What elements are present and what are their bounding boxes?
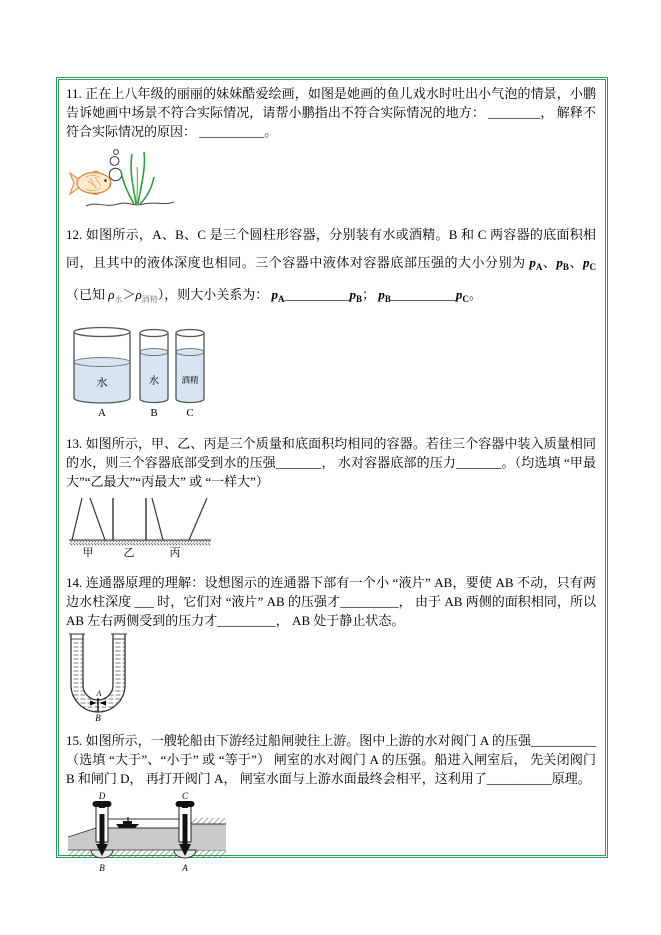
water-plant-icon bbox=[121, 152, 154, 204]
three-containers-figure bbox=[68, 320, 218, 420]
pressure-symbol-pC: $p_C$ bbox=[582, 255, 596, 272]
pressure-symbol-pA: $p_A$ bbox=[529, 255, 543, 272]
liquid-label-water-a: 水 bbox=[96, 377, 108, 389]
fish-bubbles-figure bbox=[68, 147, 188, 215]
fish-icon bbox=[70, 171, 111, 195]
ground-line bbox=[86, 202, 174, 206]
vessel-bing bbox=[152, 498, 207, 540]
liquid-label-alcohol: 酒精 bbox=[181, 375, 199, 385]
vessel-label-bing: 丙 bbox=[169, 547, 181, 559]
gate-label-d: D bbox=[98, 791, 106, 801]
container-B bbox=[140, 330, 168, 420]
upstream-water bbox=[191, 824, 226, 850]
question-13-text: 13. 如图所示，甲、乙、丙是三个质量和底面积均相同的容器。若往三个容器中装入质量相同的水，则三个容器底部受到水的压强_______， 水对容器底部的压力_______。（均选填 “甲最大”“乙最大”“丙最大” 或 “一样大”） bbox=[66, 436, 596, 489]
vessel-label-jia: 甲 bbox=[82, 547, 94, 559]
upstream-bank-hatch bbox=[191, 818, 226, 824]
vessel-label-yi: 乙 bbox=[123, 547, 135, 559]
q12-blank-1: __________ bbox=[284, 287, 350, 302]
ground-band bbox=[69, 540, 211, 546]
rho-water: $\rho_水$ bbox=[108, 287, 123, 304]
rho-alcohol: $\rho_{酒精}$ bbox=[135, 287, 158, 304]
container-label-b: B bbox=[150, 407, 158, 419]
container-A bbox=[74, 328, 130, 420]
question-11-text: 11. 正在上八年级的丽丽的妹妹酷爱绘画，如图是她画的鱼儿戏水时吐出小气泡的情景，小鹏告诉她画中场景不符合实际情况，请帮小鹏指出不符合实际情况的地方： ________， 解释不符合实际情况的原因： __________。 bbox=[66, 86, 596, 139]
slab-label-b: B bbox=[95, 713, 101, 723]
u-tube-figure bbox=[66, 633, 138, 723]
pressure-symbol-pB: $p_B$ bbox=[378, 287, 391, 304]
question-15-text: 15. 如图所示，一艘轮船由下游经过船闸驶往上游。图中上游的水对阀门 A 的压强__________ （选填 “大于”、“小于” 或 “等于”） 闸室的水对阀门 A 的压强。船进入闸室后， 先关闭阀门 B 和闸门 D， 再打开阀门 A， 闸室水面与上游水面最终会相平，这利用了__________原理。 bbox=[66, 733, 596, 786]
liquid-label-water-b: 水 bbox=[149, 376, 159, 387]
container-label-c: C bbox=[186, 407, 194, 419]
q12-intro: 12. 如图所示，A、B、C 是三个圆柱形容器，分别装有水或酒精。B 和 C 两容器的底面积相同，且其中的液体深度也相同。三个容器中液体对容器底部压强的大小分别为 bbox=[66, 227, 596, 270]
pressure-symbol-pB: $p_B$ bbox=[556, 255, 569, 272]
pressure-symbol-pC: $p_C$ bbox=[455, 287, 469, 304]
bubbles-icon bbox=[109, 150, 121, 181]
q12-blank-2: __________ bbox=[390, 287, 456, 302]
slab-label-a: A bbox=[96, 689, 102, 698]
ship-lock-figure bbox=[66, 790, 231, 874]
worksheet-page bbox=[56, 77, 608, 873]
valve-label-b: B bbox=[99, 863, 105, 873]
pressure-symbol-pA: $p_A$ bbox=[271, 287, 285, 304]
question-12-text: 12. 如图所示，A、B、C 是三个圆柱形容器，分别装有水或酒精。B 和 C 两容器的底面积相同，且其中的液体深度也相同。三个容器中液体对容器底部压强的大小分别为 $p_A$、$p_B$、$p_C$（已知 $\rho_水>\rho_{酒精}$），则大小关系为： $p_A\_\_\_\_\_\_\_\_\_\_p_B$； $p_B\_\_\_\_\_\_\_\_\_\_p_C$。 bbox=[66, 227, 596, 304]
gate-label-c: C bbox=[181, 791, 189, 801]
container-label-a: A bbox=[98, 407, 106, 419]
pressure-symbol-pB: $p_B$ bbox=[349, 287, 363, 304]
question-14-text: 14. 连通器原理的理解：设想图示的连通器下部有一个小 “液片” AB，要使 AB 不动，只有两边水柱深度 ___ 时，它们对 “液片” AB 的压强才_________， 由于 AB 两侧的面积相同，所以 AB 左右两侧受到的压力才_________， AB 处于静止状态。 bbox=[66, 575, 596, 628]
vessel-yi bbox=[113, 498, 146, 540]
three-vessel-shapes-figure bbox=[68, 496, 213, 560]
container-C bbox=[176, 330, 204, 420]
vessel-jia bbox=[72, 498, 105, 540]
valve-label-a: A bbox=[182, 863, 188, 873]
